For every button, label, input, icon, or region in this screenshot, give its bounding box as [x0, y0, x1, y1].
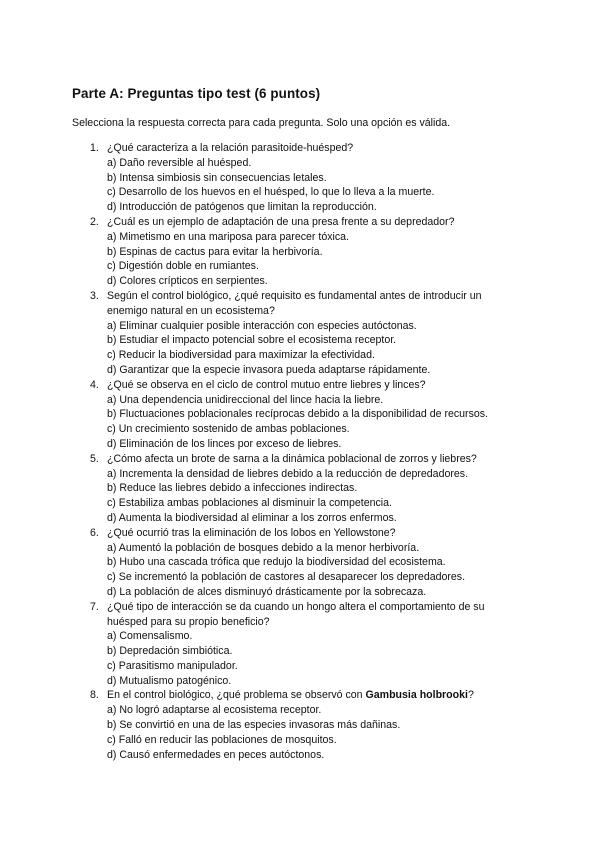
question-text	[107, 688, 520, 703]
question-text-line-1: ¿Qué tipo de interacción se da cuando un hongo altera el comportamiento de su	[107, 600, 485, 613]
question-2	[90, 215, 520, 289]
option-b: b) Fluctuaciones poblacionales recíprocas debido a la disponibilidad de recursos.	[107, 408, 489, 421]
option-c: c) Desarrollo de los huevos en el huésped, lo que lo lleva a la muerte.	[107, 186, 435, 199]
option-b: b) Intensa simbiosis sin consecuencias letales.	[107, 171, 327, 184]
option-d: d) Mutualismo patogénico.	[107, 674, 232, 687]
option-a: a) No logró adaptarse al ecosistema receptor.	[107, 704, 322, 717]
question-6	[90, 526, 520, 600]
option-d: d) Introducción de patógenos que limitan la reproducción.	[107, 201, 377, 214]
option-c: c) Falló en reducir las poblaciones de mosquitos.	[107, 733, 337, 746]
option-a: a) Incrementa la densidad de liebres debido a la reducción de depredadores.	[107, 467, 469, 480]
option-d: d) Causó enfermedades en peces autóctonos.	[107, 748, 325, 761]
option-c: c) Reducir la biodiversidad para maximizar la efectividad.	[107, 349, 375, 362]
option-d: d) Colores crípticos en serpientes.	[107, 275, 268, 288]
option-b: b) Reduce las liebres debido a infecciones indirectas.	[107, 482, 358, 495]
option-b: b) Se convirtió en una de las especies invasoras más dañinas.	[107, 719, 401, 732]
option-b: b) Hubo una cascada trófica que redujo la biodiversidad del ecosistema.	[107, 556, 446, 569]
option-c: c) Digestión doble en rumiantes.	[107, 260, 259, 273]
option-c: c) Se incrementó la población de castores al desaparecer los depredadores.	[107, 571, 466, 584]
question-number: 8.	[90, 689, 99, 702]
option-a: a) Mimetismo en una mariposa para parecer tóxica.	[107, 230, 349, 243]
question-number: 5.	[90, 452, 99, 465]
species-name: Gambusia holbrooki	[365, 689, 468, 702]
option-a: a) Eliminar cualquier posible interacción con especies autóctonas.	[107, 319, 417, 332]
question-text-line-1: Según el control biológico, ¿qué requisito es fundamental antes de introducir un	[107, 289, 482, 302]
question-text-prefix: En el control biológico, ¿qué problema se observó con	[107, 689, 366, 702]
question-text: ¿Cuál es un ejemplo de adaptación de una presa frente a su depredador?	[107, 215, 455, 228]
option-c: c) Un crecimiento sostenido de ambas poblaciones.	[107, 423, 350, 436]
option-d: d) Aumenta la biodiversidad al eliminar a los zorros enfermos.	[107, 511, 397, 524]
option-b: b) Espinas de cactus para evitar la herbivoría.	[107, 245, 323, 258]
option-a: a) Una dependencia unidireccional del lince hacia la liebre.	[107, 393, 384, 406]
question-number: 2.	[90, 215, 99, 228]
option-d: d) La población de alces disminuyó drásticamente por la sobrecaza.	[107, 585, 427, 598]
question-7	[90, 600, 520, 689]
question-text: ¿Qué ocurrió tras la eliminación de los lobos en Yellowstone?	[107, 526, 396, 539]
question-text: ¿Qué se observa en el ciclo de control mutuo entre liebres y linces?	[107, 378, 426, 391]
question-4	[90, 378, 520, 452]
question-number: 4.	[90, 378, 99, 391]
question-text: ¿Cómo afecta un brote de sarna a la dinámica poblacional de zorros y liebres?	[107, 452, 477, 465]
question-list	[90, 141, 520, 762]
option-b: b) Depredación simbiótica.	[107, 645, 233, 658]
option-b: b) Estudiar el impacto potencial sobre el ecosistema receptor.	[107, 334, 397, 347]
option-d: d) Garantizar que la especie invasora pueda adaptarse rápidamente.	[107, 363, 431, 376]
question-5	[90, 452, 520, 526]
question-text: ¿Qué caracteriza a la relación parasitoide-huésped?	[107, 142, 354, 154]
section-title: Parte A: Preguntas tipo test (6 puntos)	[72, 86, 321, 101]
question-1	[90, 141, 520, 215]
question-number: 3.	[90, 289, 99, 302]
instructions: Selecciona la respuesta correcta para cada pregunta. Solo una opción es válida.	[72, 117, 451, 129]
option-a: a) Comensalismo.	[107, 630, 193, 643]
option-d: d) Eliminación de los linces por exceso de liebres.	[107, 437, 342, 450]
option-a: a) Aumentó la población de bosques debido a la menor herbivoría.	[107, 541, 420, 554]
question-number: 6.	[90, 526, 99, 539]
question-text-line-2: huésped para su propio beneficio?	[107, 615, 270, 628]
option-c: c) Parasitismo manipulador.	[107, 659, 238, 672]
question-8	[90, 688, 520, 762]
question-number: 1.	[90, 142, 99, 154]
question-number: 7.	[90, 600, 99, 613]
question-text-line-2: enemigo natural en un ecosistema?	[107, 304, 275, 317]
option-c: c) Estabiliza ambas poblaciones al disminuir la competencia.	[107, 497, 392, 510]
option-a: a) Daño reversible al huésped.	[107, 156, 252, 169]
question-text-suffix: ?	[467, 689, 474, 702]
question-3	[90, 289, 520, 378]
